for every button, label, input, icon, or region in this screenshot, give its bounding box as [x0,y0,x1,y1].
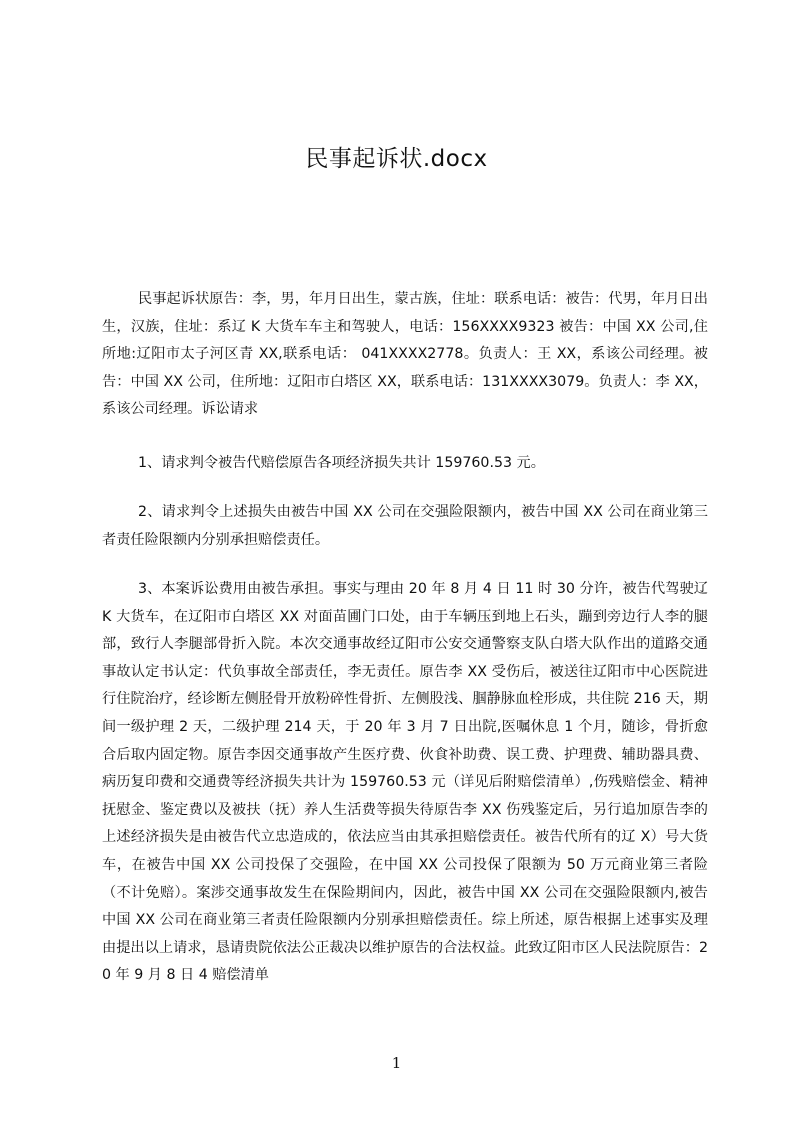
paragraph-claim-1: 1、请求判令被告代赔偿原告各项经济损失共计 159760.53 元。 [138,455,545,471]
paragraph-parties: 民事起诉状原告：李，男，年月日出生，蒙古族，住址：联系电话：被告：代男，年月日出生，汉族，住址：系辽 K 大货车车主和驾驶人，电话：156XXXX9323 被告：中国 XX 公司,住所地:辽阳市太子河区青 XX,联系电话： 041XXXX2778。负责人：王 XX，系该公司经理。被告：中国 XX 公司，住所地：辽阳市白塔区 XX，联系电话：131XXXX3079。负责人：李 XX，系该公司经理。诉讼请求 [102,291,708,418]
document-title: 民事起诉状.docx [305,146,488,172]
paragraph-claim-2: 2、请求判令上述损失由被告中国 XX 公司在交强险限额内，被告中国 XX 公司在商业第三者责任险限额内分别承担赔偿责任。 [102,504,708,548]
paragraph-facts: 3、本案诉讼费用由被告承担。事实与理由 20 年 8 月 4 日 11 时 30 分许，被告代驾驶辽 K 大货车，在辽阳市白塔区 XX 对面苗圃门口处，由于车辆压到地上石头，蹦到旁边行人李的腿部，致行人李腿部骨折入院。本次交通事故经辽阳市公安交通警察支队白塔大队作出的道路交通事故认定书认定：代负事故全部责任，李无责任。原告李 XX 受伤后，被送往辽阳市中心医院进行住院治疗，经诊断左侧胫骨开放粉碎性骨折、左侧股浅、腘静脉血栓形成，共住院 216 天，期间一级护理 2 天，二级护理 214 天，于 20 年 3 月 7 日出院,医嘱休息 1 个月，随诊，骨折愈合后取内固定物。原告李因交通事故产生医疗费、伙食补助费、误工费、护理费、辅助器具费、病历复印费和交通费等经济损失共计为 159760.53 元（详见后附赔偿清单）,伤残赔偿金、精神抚慰金、鉴定费以及被扶（抚）养人生活费等损失待原告李 XX 伤残鉴定后，另行追加原告李的上述经济损失是由被告代立忠造成的，依法应当由其承担赔偿责任。被告代所有的辽 X）号大货车，在被告中国 XX 公司投保了交强险，在中国 XX 公司投保了限额为 50 万元商业第三者险（不计免赔）。案涉交通事故发生在保险期间内，因此，被告中国 XX 公司在交强险限额内,被告中国 XX 公司在商业第三者责任险限额内分别承担赔偿责任。综上所述，原告根据上述事实及理由提出以上请求，恳请贵院依法公正裁决以维护原告的合法权益。此致辽阳市区人民法院原告：20 年 9 月 8 日 4 赔偿清单 [102,581,708,984]
page-number: 1 [391,1054,402,1072]
